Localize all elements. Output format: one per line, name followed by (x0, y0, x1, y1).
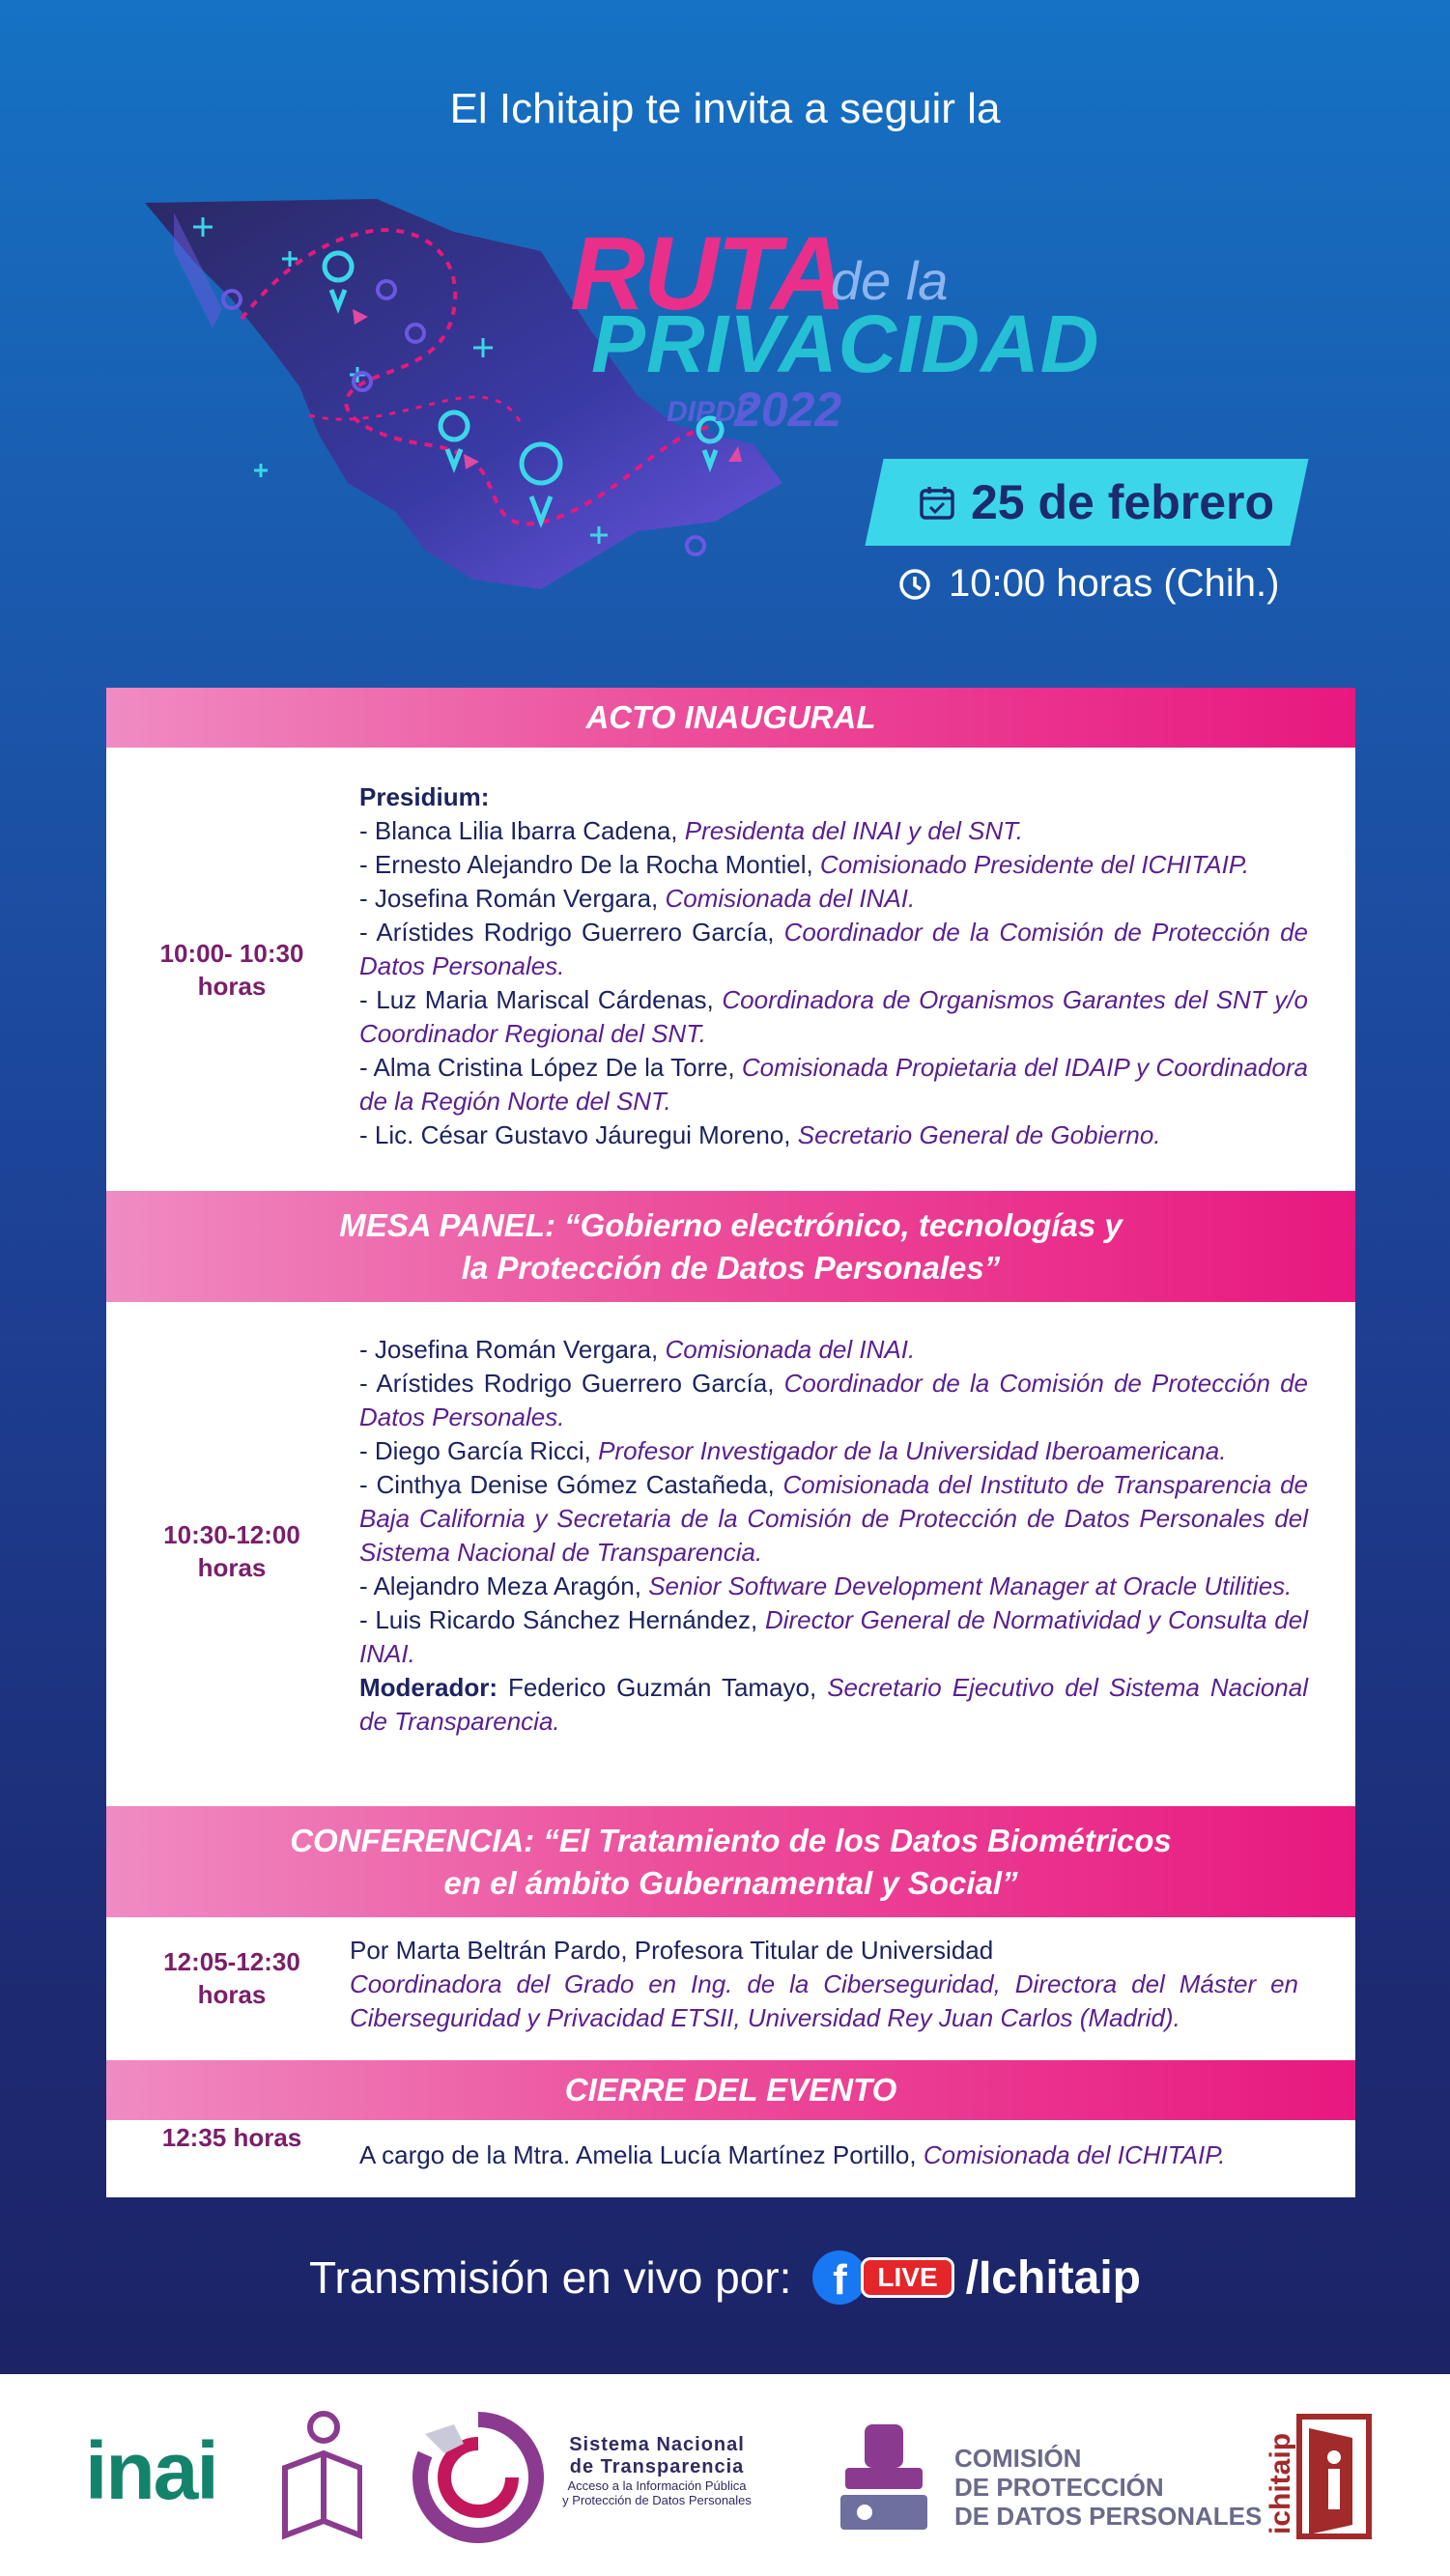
title-de-la: de la (831, 250, 949, 311)
section-header-acto (106, 688, 1355, 748)
time-range: 10:00- 10:30 (159, 939, 304, 968)
participants-acto (359, 780, 1308, 1152)
calendar-icon (919, 484, 955, 521)
section-title-line2: en el ámbito Gubernamental y Social” (443, 1864, 1018, 1901)
facebook-icon[interactable]: f (812, 2250, 867, 2305)
live-badge: LIVE (861, 2257, 953, 2298)
time-unit: horas (197, 972, 267, 1001)
list-item: - Cinthya Denise Gómez Castañeda, Comisionada del Instituto de Transparencia de Baja California y Secretaria de la Comisión de Protección de Datos Personales del Sistema Nacional de Transparencia. (359, 1470, 1308, 1567)
stream-handle[interactable]: /Ichitaip (965, 2251, 1141, 2304)
time-unit: horas (197, 1980, 267, 2009)
list-item: - Lic. César Gustavo Jáuregui Moreno, Secretario General de Gobierno. (359, 1120, 1161, 1149)
snt-logo-icon (406, 2405, 551, 2550)
date-row (894, 459, 1299, 546)
speaker-conferencia (350, 1934, 1298, 2035)
title-dipdp: DIPDP (667, 396, 755, 428)
time-slot-cierre: 12:35 horas (161, 2123, 302, 2152)
list-item: - Arístides Rodrigo Guerrero García, Coordinador de la Comisión de Protección de Datos Personales. (359, 918, 1309, 980)
ichitaip-logo (1261, 2409, 1375, 2544)
closing-host: A cargo de la Mtra. Amelia Lucía Martínez Portillo, Comisionada del ICHITAIP. (359, 2140, 1226, 2169)
list-item: - Luz Maria Mariscal Cárdenas, Coordinadora de Organismos Garantes del SNT y/o Coordinador Regional del SNT. (359, 985, 1308, 1048)
list-item: - Luis Ricardo Sánchez Hernández, Director General de Normatividad y Consulta del INAI. (359, 1605, 1308, 1668)
list-item: - Josefina Román Vergara, Comisionada del INAI. (359, 884, 916, 913)
clock-icon (898, 568, 931, 601)
presidium-label: Presidium: (359, 782, 490, 811)
time-unit: horas (197, 1553, 267, 1582)
stream-row (0, 2250, 1450, 2305)
event-date: 25 de febrero (970, 475, 1274, 529)
event-time: 10:00 horas (Chih.) (949, 562, 1280, 605)
section-title-line1: CONFERENCIA: “El Tratamiento de los Datos Biométricos (290, 1822, 1172, 1858)
section-title: CIERRE DEL EVENTO (564, 2072, 897, 2108)
inai-person-icon (275, 2410, 362, 2545)
intro-text: El Ichitaip te invita a seguir la (449, 85, 1001, 132)
speaker-role: Coordinadora del Grado en Ing. de la Ciberseguridad, Directora del Máster en Ciberseguridad y Privacidad ETSII, Universidad Rey Juan Carlos (Madrid). (350, 1969, 1298, 2032)
stream-label: Transmisión en vivo por: (309, 2252, 792, 2303)
list-item: - Alejandro Meza Aragón, Senior Software Development Manager at Oracle Utilities. (359, 1571, 1293, 1600)
list-item: - Alma Cristina López De la Torre, Comisionada Propietaria del IDAIP y Coordinadora de la Región Norte del SNT. (359, 1053, 1308, 1116)
section-title-line1: MESA PANEL: “Gobierno electrónico, tecnologías y (339, 1206, 1123, 1243)
list-item: - Diego García Ricci, Profesor Investigador de la Universidad Iberoamericana. (359, 1436, 1227, 1465)
section-title: ACTO INAUGURAL (585, 699, 876, 735)
svg-text:ichitaip: ichitaip (1265, 2432, 1296, 2534)
speaker-name: Por Marta Beltrán Pardo, Profesora Titular de Universidad (350, 1936, 994, 1965)
time-range: 12:05-12:30 (163, 1947, 300, 1976)
list-item: - Ernesto Alejandro De la Rocha Montiel, Comisionado Presidente del ICHITAIP. (359, 850, 1250, 879)
time-range: 10:30-12:00 (163, 1520, 300, 1549)
list-item: - Arístides Rodrigo Guerrero García, Coordinador de la Comisión de Protección de Datos Personales. (359, 1369, 1309, 1431)
time-slot-acto (126, 937, 338, 1003)
title-ruta: RUTA (570, 214, 844, 331)
stamp-icon (831, 2420, 937, 2535)
time-slot-mesa (126, 1518, 338, 1584)
participants-mesa (359, 1333, 1308, 1739)
section-title-line2: la Protección de Datos Personales” (461, 1249, 1001, 1286)
list-item: - Josefina Román Vergara, Comisionada del INAI. (359, 1335, 916, 1364)
section-header-conferencia (106, 1806, 1355, 1917)
inai-logo-text: inai (85, 2425, 217, 2516)
section-header-mesa (106, 1191, 1355, 1302)
moderator-item: Moderador: Federico Guzmán Tamayo, Secretario Ejecutivo del Sistema Nacional de Transparencia. (359, 1673, 1308, 1736)
title-year: 2022 (734, 382, 842, 437)
list-item: - Blanca Lilia Ibarra Cadena, Presidenta del INAI y del SNT. (359, 816, 1023, 845)
time-slot-conferencia (126, 1945, 338, 2011)
cpdp-logo-text: COMISIÓN DE PROTECCIÓN DE DATOS PERSONALES (954, 2444, 1263, 2531)
time-row (898, 562, 1279, 606)
snt-logo-text: Sistema Nacional de Transparencia Acceso a la Información Pública y Protección de Datos Personales (562, 2434, 752, 2507)
title-privacidad: PRIVACIDAD (591, 298, 1100, 389)
section-header-cierre (106, 2060, 1355, 2120)
